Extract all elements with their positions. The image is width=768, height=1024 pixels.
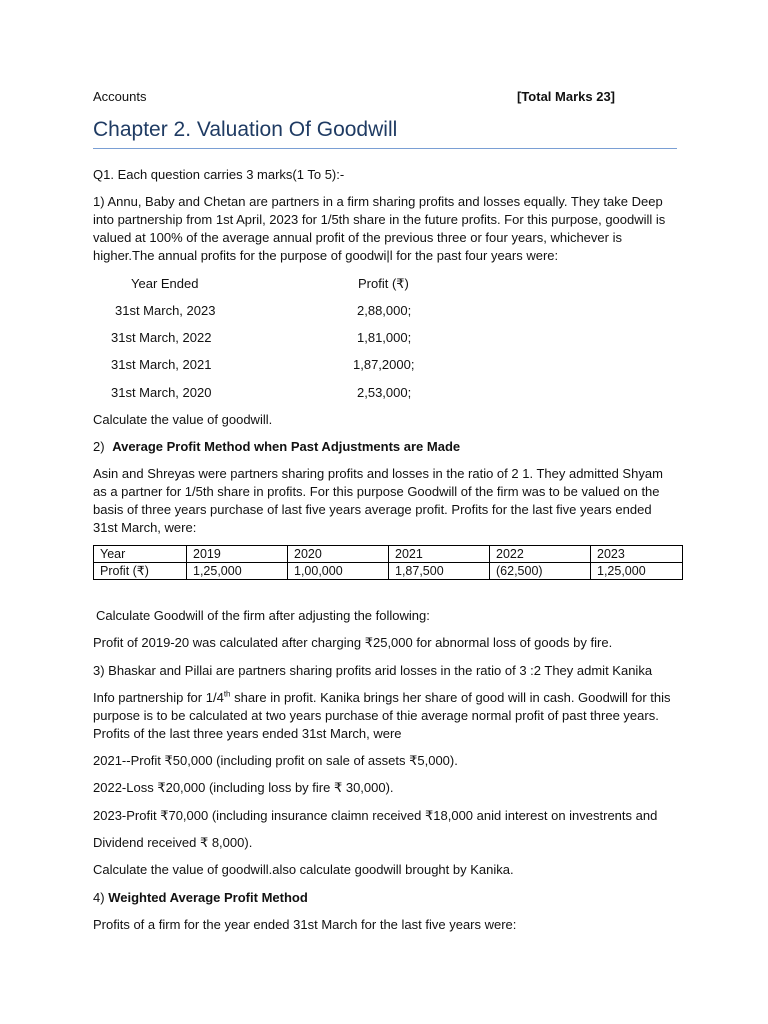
q1-question: Calculate the value of goodwill.: [93, 412, 273, 427]
q1-table-header: [93, 275, 493, 293]
page-header: [93, 88, 683, 106]
q3-dividend: Dividend received ₹ 8,000).: [93, 835, 253, 850]
q3-text-pre: Info partnership for 1/4: [93, 690, 224, 705]
q3-profit-2023: 2023-Profit ₹70,000 (including insurance claimn received ₹18,000 anid interest on investrents and: [93, 808, 658, 823]
table-row: [94, 563, 683, 580]
table-cell: (62,500): [490, 563, 591, 580]
q1-row: [93, 329, 493, 347]
table-cell: Profit (₹): [94, 563, 187, 580]
table-cell: 1,25,000: [591, 563, 683, 580]
q4-number: 4): [93, 890, 105, 905]
table-cell: 1,25,000: [187, 563, 288, 580]
q1-col-profit: Profit (₹): [358, 276, 409, 291]
q1-row-profit: 1,87,2000;: [353, 357, 415, 372]
q2-heading-line: [93, 438, 677, 456]
table-header-row: [94, 546, 683, 563]
q1-row-year: 31st March, 2020: [111, 385, 212, 400]
table-cell: Year: [94, 546, 187, 563]
table-cell: 1,87,500: [389, 563, 490, 580]
q1-intro: Q1. Each question carries 3 marks(1 To 5):-: [93, 167, 345, 182]
q3-question: Calculate the value of goodwill.also calculate goodwill brought by Kanika.: [93, 862, 514, 877]
q4-heading: Weighted Average Profit Method: [108, 890, 308, 905]
q1-row-year: 31st March, 2021: [111, 357, 212, 372]
table-cell: 2019: [187, 546, 288, 563]
q1-row-profit: 2,53,000;: [357, 385, 412, 400]
q3-line1: 3) Bhaskar and Pillai are partners sharing profits arid losses in the ratio of 3 :2 They admit Kanika: [93, 663, 653, 678]
table-cell: 2021: [389, 546, 490, 563]
table-cell: 2022: [490, 546, 591, 563]
q3-text-sup: th: [223, 689, 231, 699]
q2-profit-table: [93, 545, 683, 580]
q1-text: 1) Annu, Baby and Chetan are partners in a firm sharing profits and losses equally. They take Deep into partnership from 1st April, 2023 for 1/5th share in the future profits. For this purpose, goodwill is valued at 100% of the average annual profit of the previous three or four years, whichever is higher.The annual profits for the purpose of goodwi|l for the past four years were:: [93, 194, 666, 263]
q2-adjustment: Profit of 2019-20 was calculated after charging ₹25,000 for abnormal loss of goods by fire.: [93, 635, 613, 650]
q1-row-year: 31st March, 2023: [115, 303, 216, 318]
q3-profit-2021: 2021--Profit ₹50,000 (including profit on sale of assets ₹5,000).: [93, 753, 458, 768]
q1-col-year: Year Ended: [131, 276, 199, 291]
table-cell: 2020: [288, 546, 389, 563]
q4-heading-line: [93, 889, 677, 907]
q2-number: 2): [93, 439, 105, 454]
q3-text-post: share in profit. Kanika brings her share of good will in cash. Goodwill for this purpose is to be calculated at two years purchase of thie average normal profit of past three years. Profits of the last three years ended 31st March, were: [93, 690, 671, 741]
q3-loss-2022: 2022-Loss ₹20,000 (including loss by fire ₹ 30,000).: [93, 780, 394, 795]
q4-text: Profits of a firm for the year ended 31st March for the last five years were:: [93, 917, 517, 932]
table-cell: 2023: [591, 546, 683, 563]
q1-row-profit: 1,81,000;: [357, 330, 412, 345]
q1-row-year: 31st March, 2022: [111, 330, 212, 345]
chapter-title: Chapter 2. Valuation Of Goodwill: [93, 116, 677, 149]
subject-label: Accounts: [93, 89, 147, 104]
q1-row: [93, 302, 493, 320]
q2-text: Asin and Shreyas were partners sharing profits and losses in the ratio of 2 1. They admitted Shyam as a partner for 1/5th share in profits. For this purpose Goodwill of the firm was to be valued on the basis of three years purchase of last five years average profit. Profits for the last five years ended 31st March, were:: [93, 466, 663, 535]
q1-row: [93, 356, 493, 374]
q2-calc: Calculate Goodwill of the firm after adjusting the following:: [96, 608, 430, 623]
total-marks: [Total Marks 23]: [517, 89, 616, 104]
table-cell: 1,00,000: [288, 563, 389, 580]
q3-text: [93, 689, 677, 743]
q1-row: [93, 384, 493, 402]
q2-heading: Average Profit Method when Past Adjustments are Made: [112, 439, 461, 454]
q1-row-profit: 2,88,000;: [357, 303, 412, 318]
